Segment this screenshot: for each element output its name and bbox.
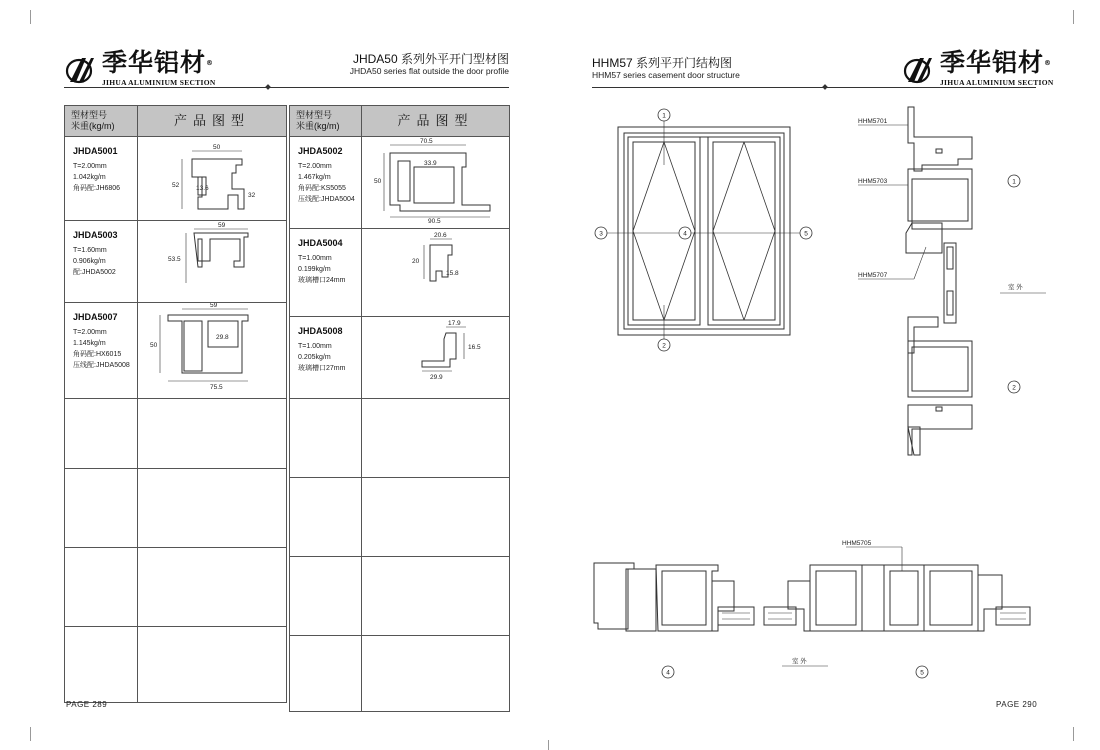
profile-code: JHDA5001 (73, 146, 118, 156)
spec-line: T=2.00mm (73, 329, 107, 336)
brand-logo-left (64, 50, 216, 87)
callout-2-label: 2 (662, 342, 666, 350)
spec-line: 压线配:JHDA5008 (73, 362, 130, 369)
header-figure-label: 产品图型 (173, 113, 250, 128)
dim-label: 53.5 (168, 256, 181, 263)
crop-mark (1073, 10, 1074, 24)
profile-code: JHDA5003 (73, 230, 118, 240)
profile-spec-cell (290, 137, 362, 229)
spec-line: 配:JHDA5002 (73, 269, 116, 276)
callout-4-label: 4 (666, 669, 670, 677)
spec-line: T=1.00mm (298, 255, 332, 262)
spec-line: 玻璃槽口27mm (298, 365, 346, 372)
header-weight-label: 米重(kg/m) (296, 121, 340, 131)
crop-mark (548, 740, 549, 750)
brand-name-cn: 季华铝材 (940, 48, 1045, 77)
spec-line: 1.042kg/m (73, 174, 106, 181)
registered-mark: ® (206, 59, 215, 67)
brand-logo-right (902, 50, 1054, 87)
empty-cell (138, 469, 287, 548)
empty-cell (138, 399, 287, 469)
empty-cell (362, 399, 510, 478)
profile-drawing-jhda5003 (138, 221, 287, 297)
rule-ornament (822, 84, 828, 90)
spec-line: 0.205kg/m (298, 354, 331, 361)
dim-label: 59 (218, 222, 226, 229)
spec-line: 玻璃槽口24mm (298, 277, 346, 284)
door-elevation-drawing (590, 105, 820, 365)
right-page-subtitle: HHM57 series casement door structure (592, 70, 740, 80)
dim-label: 20.6 (434, 232, 447, 239)
spec-line: T=2.00mm (73, 163, 107, 170)
dim-label: 50 (213, 144, 221, 151)
empty-cell (290, 478, 362, 557)
profile-drawing-cell (362, 137, 510, 229)
crop-mark (1073, 727, 1074, 741)
right-page-title: HHM57 系列平开门结构图 (592, 56, 733, 70)
header-rule (592, 87, 1036, 88)
header-rule (64, 87, 509, 88)
spec-line: 角码配:HX6015 (73, 351, 122, 358)
profile-drawing-cell (138, 221, 287, 303)
empty-cell (138, 548, 287, 627)
profile-spec-cell (65, 137, 138, 221)
callout-5-label: 5 (920, 669, 924, 677)
left-page-title-block (350, 53, 509, 77)
page-number-left: PAGE 289 (66, 700, 108, 709)
page-number-right: PAGE 290 (996, 700, 1038, 709)
brand-name-en: JIHUA ALUMINIUM SECTION (940, 78, 1054, 87)
spec-line: 0.199kg/m (298, 266, 331, 273)
callout-1-label: 1 (662, 112, 666, 120)
spec-line: 压线配:JHDA5004 (298, 196, 355, 203)
crop-mark (30, 727, 31, 741)
profile-drawing-jhda5002 (362, 137, 510, 223)
dim-label: 59 (210, 303, 218, 309)
callout-5-label: 5 (804, 230, 808, 238)
dim-label: 50 (150, 342, 158, 349)
vertical-section-drawing (850, 105, 1060, 465)
spec-line: T=1.00mm (298, 343, 332, 350)
spec-line: T=2.00mm (298, 163, 332, 170)
rule-ornament (265, 84, 271, 90)
profile-table-right (289, 105, 510, 712)
brand-name-cn: 季华铝材 (102, 48, 207, 77)
left-page-title: JHDA50 系列外平开门型材图 (352, 52, 509, 66)
dim-label: 15.8 (446, 270, 459, 277)
profile-drawing-jhda5008 (362, 317, 510, 393)
empty-cell (362, 636, 510, 712)
dim-label: 29.9 (430, 374, 443, 381)
dim-label: 75.5 (210, 384, 223, 391)
spec-line: 0.906kg/m (73, 258, 106, 265)
dim-label: 90.5 (428, 218, 441, 223)
logo-icon (902, 52, 936, 86)
profile-table-left (64, 105, 287, 703)
profile-drawing-jhda5004 (362, 229, 510, 311)
spec-line: 角码配:KS5055 (298, 185, 346, 192)
profile-drawing-jhda5007 (138, 303, 287, 393)
outside-label: 室 外 (1008, 284, 1023, 291)
dim-label: 33.9 (424, 160, 437, 167)
header-figure-label: 产品图型 (397, 113, 474, 128)
profile-code: JHDA5004 (298, 238, 343, 248)
part-label-hhm5703: HHM5703 (858, 178, 888, 185)
callout-2-label: 2 (1012, 384, 1016, 392)
spec-line: 角码配:JH6806 (73, 185, 121, 192)
callout-4-label: 4 (683, 230, 687, 238)
profile-drawing-jhda5001 (138, 137, 287, 215)
callout-1-label: 1 (1012, 178, 1016, 186)
profile-spec-cell (290, 317, 362, 399)
registered-mark: ® (1044, 59, 1053, 67)
profile-drawing-cell (362, 229, 510, 317)
part-label-hhm5707: HHM5707 (858, 272, 888, 279)
profile-spec-cell (290, 229, 362, 317)
empty-cell (290, 557, 362, 636)
logo-icon (64, 52, 98, 86)
profile-drawing-cell (362, 317, 510, 399)
spec-line: 1.145kg/m (73, 340, 106, 347)
callout-3-label: 3 (599, 230, 603, 238)
empty-cell (138, 627, 287, 703)
dim-label: 13.6 (196, 185, 209, 192)
empty-cell (65, 548, 138, 627)
left-page-subtitle: JHDA50 series flat outside the door profile (349, 66, 509, 76)
empty-cell (362, 557, 510, 636)
brand-name-en: JIHUA ALUMINIUM SECTION (102, 78, 216, 87)
header-weight-label: 米重(kg/m) (71, 121, 115, 131)
spec-line: 1.467kg/m (298, 174, 331, 181)
dim-label: 52 (172, 182, 180, 189)
spec-line: T=1.60mm (73, 247, 107, 254)
profile-drawing-cell (138, 303, 287, 399)
dim-label: 16.5 (468, 344, 481, 351)
empty-cell (65, 399, 138, 469)
profile-code: JHDA5008 (298, 326, 343, 336)
dim-label: 20 (412, 258, 420, 265)
part-label-hhm5705: HHM5705 (842, 540, 872, 547)
header-model-label: 型材型号 (296, 110, 333, 120)
right-page-title-block (592, 57, 740, 81)
outside-label: 室 外 (792, 658, 807, 665)
empty-cell (362, 478, 510, 557)
profile-drawing-cell (138, 137, 287, 221)
dim-label: 17.9 (448, 320, 461, 327)
crop-mark (30, 10, 31, 24)
dim-label: 32 (248, 192, 256, 199)
dim-label: 70.5 (420, 138, 433, 145)
empty-cell (65, 627, 138, 703)
horizontal-section-drawing (592, 535, 1042, 685)
profile-spec-cell (65, 303, 138, 399)
dim-label: 50 (374, 178, 382, 185)
empty-cell (290, 636, 362, 712)
profile-code: JHDA5007 (73, 312, 118, 322)
empty-cell (65, 469, 138, 548)
empty-cell (290, 399, 362, 478)
header-model-label: 型材型号 (71, 110, 108, 120)
profile-spec-cell (65, 221, 138, 303)
dim-label: 29.8 (216, 334, 229, 341)
part-label-hhm5701: HHM5701 (858, 118, 888, 125)
profile-code: JHDA5002 (298, 146, 343, 156)
